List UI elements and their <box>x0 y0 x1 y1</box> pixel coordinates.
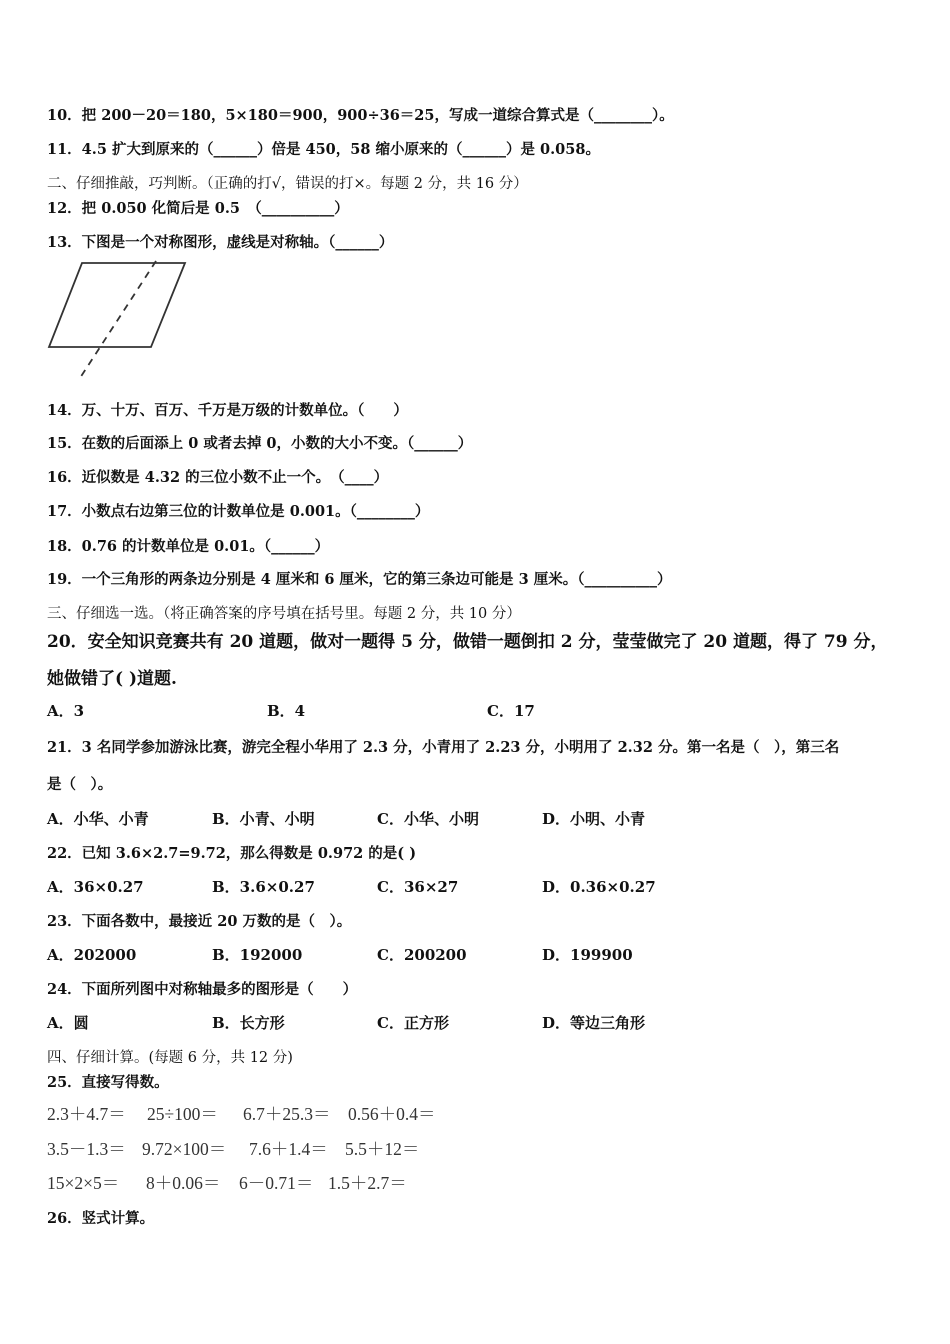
question-13: 13．下图是一个对称图形，虚线是对称轴。（______） <box>47 234 394 251</box>
calc-item: 5.5＋12＝ <box>345 1139 420 1159</box>
question-24: 24．下面所列图中对称轴最多的图形是（ ） <box>47 981 358 998</box>
symmetry-axis-dashed <box>80 261 156 378</box>
q21-option-c: C．小华、小明 <box>377 810 479 828</box>
q22-option-c: C．36×27 <box>377 878 459 896</box>
question-20-line2: 她做错了( )道题. <box>47 669 177 689</box>
q20-option-c: C．17 <box>487 702 535 720</box>
calc-item: 7.6＋1.4＝ <box>249 1139 328 1159</box>
question-17: 17．小数点右边第三位的计数单位是 0.001。（________） <box>47 503 430 520</box>
calc-item: 6.7＋25.3＝ <box>243 1104 331 1124</box>
question-21-line1: 21．3 名同学参加游泳比赛，游完全程小华用了 2.3 分，小青用了 2.23 分，小明用了 2.32 分。第一名是（ ），第三名 <box>47 739 840 756</box>
q24-option-c: C．正方形 <box>377 1014 449 1032</box>
calc-item: 2.3＋4.7＝ <box>47 1104 126 1124</box>
q23-option-c: C．200200 <box>377 946 467 964</box>
q21-option-a: A．小华、小青 <box>47 810 149 828</box>
question-16: 16．近似数是 4.32 的三位小数不止一个。 （____） <box>47 469 389 486</box>
q21-option-d: D．小明、小青 <box>542 810 646 828</box>
calc-item: 1.5＋2.7＝ <box>328 1173 407 1193</box>
q22-option-b: B．3.6×0.27 <box>212 878 315 896</box>
q24-option-d: D．等边三角形 <box>542 1014 646 1032</box>
question-25-title: 25．直接写得数。 <box>47 1074 169 1091</box>
parallelogram-shape <box>49 263 185 347</box>
calc-item: 15×2×5＝ <box>47 1173 120 1193</box>
question-19: 19．一个三角形的两条边分别是 4 厘米和 6 厘米，它的第三条边可能是 3 厘米。（__________） <box>47 571 672 588</box>
calc-item: 25÷100＝ <box>147 1104 218 1124</box>
question-15: 15．在数的后面添上 0 或者去掉 0，小数的大小不变。（______） <box>47 435 473 452</box>
q23-option-d: D．199900 <box>542 946 633 964</box>
question-14: 14．万、十万、百万、千万是万级的计数单位。（ ） <box>47 402 408 419</box>
question-10: 10．把 200－20＝180，5×180＝900，900÷36＝25，写成一道综合算式是（________）。 <box>47 107 674 124</box>
q22-option-d: D．0.36×0.27 <box>542 878 656 896</box>
q20-option-b: B．4 <box>267 702 306 720</box>
question-23: 23．下面各数中，最接近 20 万数的是（ ）。 <box>47 913 352 930</box>
question-11: 11．4.5 扩大到原来的（______）倍是 450，58 缩小原来的（______）是 0.058。 <box>47 141 600 158</box>
question-22: 22．已知 3.6×2.7=9.72，那么得数是 0.972 的是( ) <box>47 845 417 862</box>
section-2-heading: 二、仔细推敲，巧判断。（正确的打√，错误的打×。每题 2 分，共 16 分） <box>47 176 528 192</box>
q20-option-a: A．3 <box>47 702 85 720</box>
calc-item: 0.56＋0.4＝ <box>348 1104 436 1124</box>
q24-option-a: A．圆 <box>47 1014 89 1032</box>
section-4-heading: 四、仔细计算。(每题 6 分，共 12 分) <box>47 1050 293 1066</box>
q24-option-b: B．长方形 <box>212 1014 285 1032</box>
calc-item: 3.5－1.3＝ <box>47 1139 126 1159</box>
question-26: 26．竖式计算。 <box>47 1210 155 1227</box>
section-3-heading: 三、仔细选一选。（将正确答案的序号填在括号里。每题 2 分，共 10 分） <box>47 606 521 622</box>
q22-option-a: A．36×0.27 <box>47 878 144 896</box>
calc-item: 6－0.71＝ <box>239 1173 314 1193</box>
question-20-line1: 20．安全知识竞赛共有 20 道题，做对一题得 5 分，做错一题倒扣 2 分，莹莹做完了 20 道题，得了 79 分， <box>47 632 888 652</box>
question-21-line2: 是（ ）。 <box>47 776 113 793</box>
parallelogram-symmetry-figure <box>44 258 194 383</box>
calc-item: 9.72×100＝ <box>142 1139 227 1159</box>
q23-option-b: B．192000 <box>212 946 303 964</box>
question-12: 12．把 0.050 化简后是 0.5 （__________） <box>47 200 349 217</box>
q21-option-b: B．小青、小明 <box>212 810 315 828</box>
calc-item: 8＋0.06＝ <box>146 1173 221 1193</box>
q23-option-a: A．202000 <box>47 946 137 964</box>
question-18: 18．0.76 的计数单位是 0.01。（______） <box>47 538 330 555</box>
